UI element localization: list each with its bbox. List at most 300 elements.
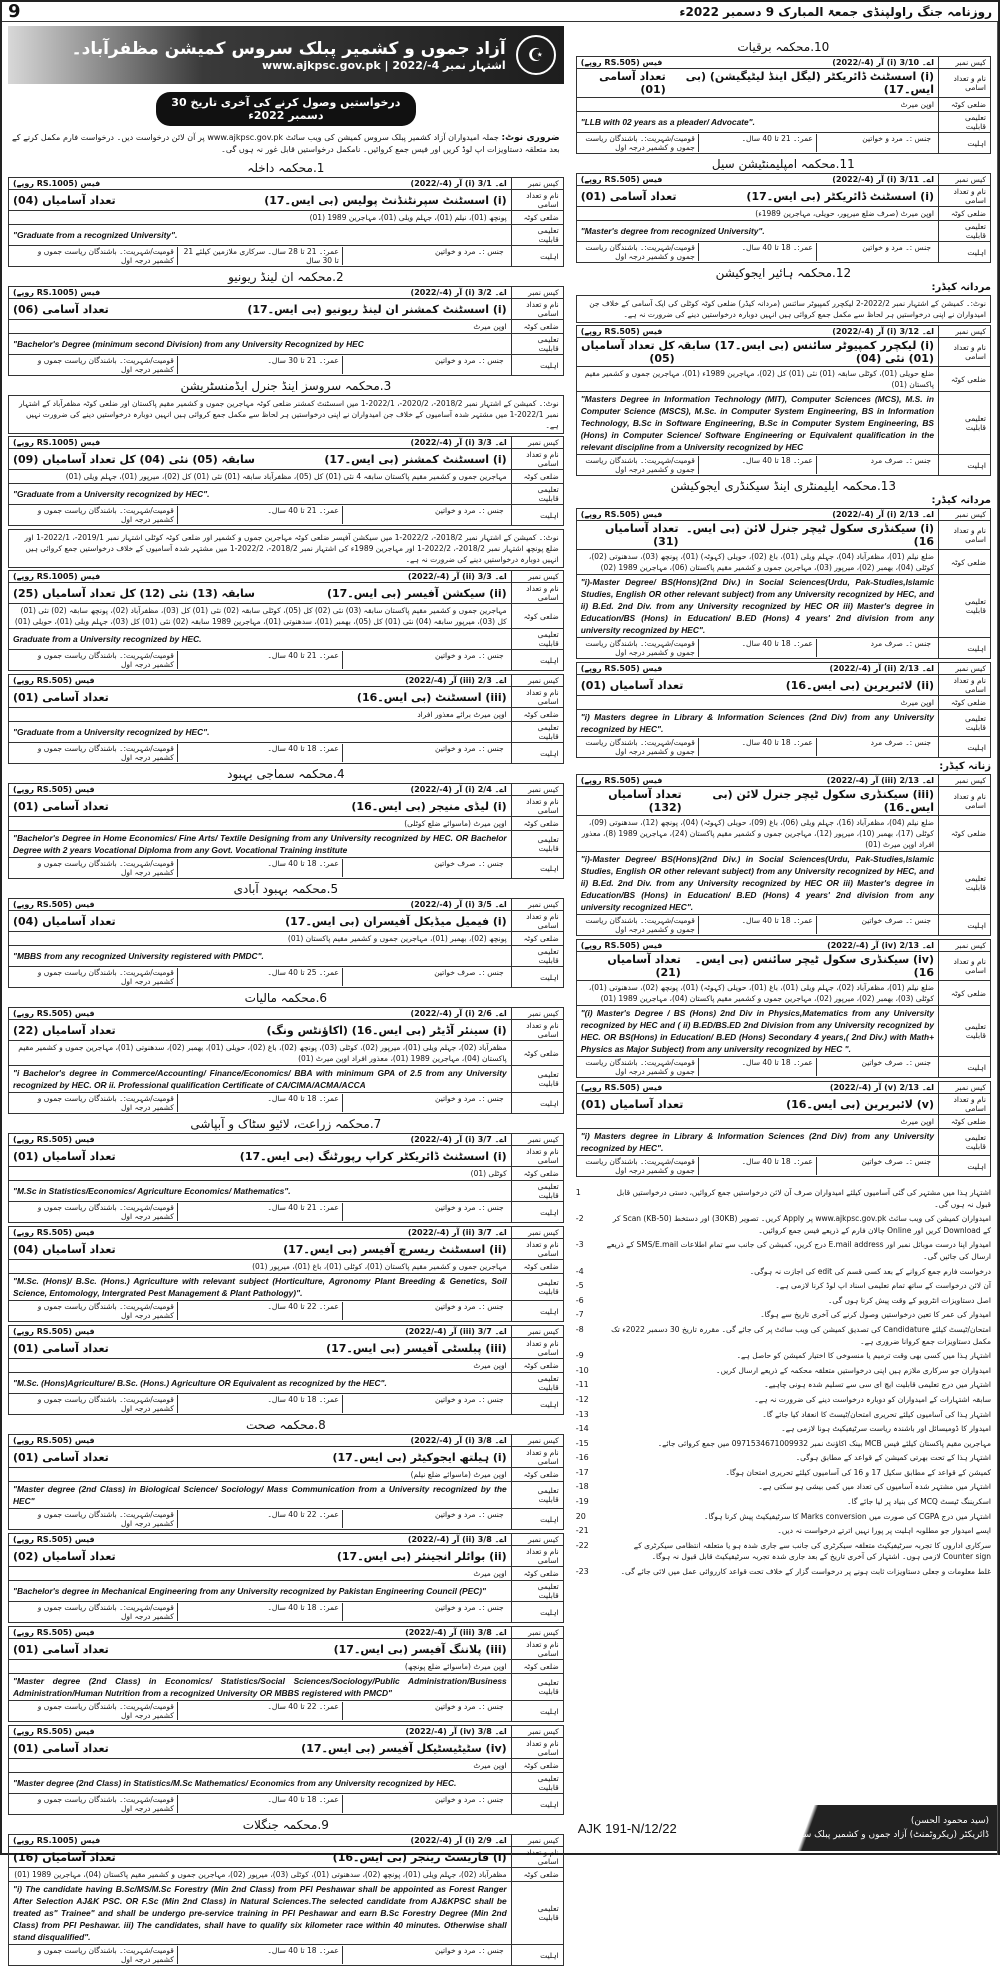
row-label: تعلیمی قابلیت — [939, 221, 991, 242]
gender-value: مرد و خواتین — [434, 1510, 476, 1519]
row-value — [9, 1835, 512, 1847]
job-row-quota — [9, 1567, 564, 1581]
row-value — [9, 211, 512, 225]
gender-label: جنس :۔ — [477, 744, 504, 753]
row-value — [576, 392, 938, 455]
instruction-number: -9 — [575, 1351, 584, 1361]
job-table — [576, 662, 991, 758]
job-row-name — [576, 338, 990, 367]
gender — [816, 916, 934, 934]
row-label: اہلیت — [511, 1301, 563, 1322]
row-value — [9, 1274, 512, 1301]
gender — [342, 1094, 507, 1112]
job-row-qualification — [9, 1773, 564, 1794]
eligibility-row — [13, 1302, 507, 1320]
domicile: قومیت/شہریت:۔ باشندگان ریاست جموں و کشمیر درجہ اول — [37, 356, 174, 374]
row-value — [9, 1701, 512, 1722]
age — [698, 1058, 816, 1076]
row-value — [576, 98, 938, 112]
job-row-qualification — [9, 484, 564, 505]
instruction-number: -19 — [575, 1497, 589, 1507]
row-value — [9, 1660, 512, 1674]
district-quota: اوپن میرٹ — [473, 322, 507, 331]
row-value — [576, 787, 938, 816]
job-row-case — [576, 509, 990, 521]
gender — [342, 1395, 507, 1413]
row-value — [9, 796, 512, 817]
instruction-number: -3 — [575, 1240, 584, 1250]
domicile: قومیت/شہریت:۔ باشندگان ریاست جموں و کشمیر درجہ اول — [37, 1094, 174, 1112]
job-row-eligibility — [9, 505, 564, 526]
age-label: عمر:۔ — [318, 1395, 339, 1404]
row-value — [576, 112, 938, 133]
instruction-item — [576, 1239, 991, 1262]
row-label: کیس نمبر — [939, 940, 991, 952]
row-label: اہلیت — [511, 355, 563, 376]
job-row-eligibility — [9, 1945, 564, 1966]
age — [698, 1157, 816, 1175]
gender — [342, 356, 507, 374]
job-row-eligibility — [9, 1794, 564, 1815]
fee: فیس (RS.505 روپے) — [580, 1083, 663, 1092]
fee: فیس (RS.505 روپے) — [580, 510, 663, 519]
row-label: اہلیت — [511, 1794, 563, 1815]
instruction-text: اشتہار ہذا میں کسی بھی وقت ترمیم یا منسوخی کا اختیار کمیشن کو حاصل ہے۔ — [736, 1351, 991, 1361]
post-title: (i) اسسٹنٹ ڈائریکٹر (لیگل اینڈ لیٹیگیشن) (بی ایس۔17) — [685, 70, 934, 96]
row-label: کیس نمبر — [511, 1627, 563, 1639]
district-quota: اوپن میرٹ (صرف ضلع میرپور، حویلی، مہاجرین 1989ء) — [755, 209, 934, 218]
row-label: ضلعی کوٹہ — [939, 696, 991, 710]
job-row-name — [576, 675, 990, 696]
row-value — [576, 1115, 938, 1129]
row-label: ضلعی کوٹہ — [511, 1567, 563, 1581]
row-value — [9, 650, 512, 671]
post-count: تعداد آسامی (01) — [13, 1642, 109, 1656]
post-title: (ii) سیکشن آفیسر (بی ایس۔17) — [326, 586, 507, 600]
job-row-qualification — [9, 225, 564, 246]
job-row-eligibility — [9, 650, 564, 671]
job-table — [576, 939, 991, 1078]
gender-label: جنس :۔ — [477, 1702, 504, 1711]
case-row — [13, 1009, 507, 1018]
row-label: تعلیمی قابلیت — [511, 1674, 563, 1701]
age-label: عمر:۔ — [318, 859, 339, 868]
job-row-name — [9, 911, 564, 932]
row-value — [9, 1509, 512, 1530]
job-row-eligibility — [576, 915, 990, 936]
department-heading: 4.محکمہ سماجی بہبود — [227, 767, 345, 781]
gender-value: مرد و خواتین — [434, 1702, 476, 1711]
post-count: تعداد آسامیاں (04) — [13, 193, 116, 207]
post-count: تعداد آسامی (01) — [13, 1741, 109, 1755]
district-quota: پونچھ (01)، نیلم (01)، جہلم ویلی (01)، مہاجرین 1989 (01) — [309, 213, 507, 222]
eligibility-row — [13, 1702, 507, 1720]
row-value — [576, 509, 938, 521]
district-quota: ضلع نیلم (01)، مظفرآباد (02)، جہلم ویلی (01)، باغ (01)، حویلی (کہوٹہ) (01)، پونچھ (02)، سدھنوتی (01)، کوٹلی (03)، بھمبر (02)، میرپور (02)، مہاجرین جموں و کشمیر مقیم پاکستان (04)، مہاجرین 1989 (01) — [588, 983, 934, 1003]
job-row-case — [9, 1835, 564, 1847]
gender-label: جنس :۔ — [905, 738, 931, 747]
row-label: نام و تعداد اسامی — [511, 1738, 563, 1759]
job-row-qualification — [576, 575, 990, 638]
row-value — [576, 326, 938, 338]
row-label: نام و تعداد اسامی — [939, 186, 991, 207]
post-title: (i) ہیلتھ ایجوکیٹر (بی ایس۔17) — [332, 1450, 507, 1464]
row-value — [576, 1156, 938, 1177]
post-title-row — [13, 1451, 507, 1464]
row-label: اہلیت — [511, 505, 563, 526]
age-label: عمر:۔ — [793, 243, 813, 252]
instruction-text: امیدوار اپنا درست موبائل نمبر اور E.mail address درج کریں، کمیشن کی جانب سے تمام اطلاعات SMS/E.mail کے ذریعے ارسال کی جائیں گی۔ — [606, 1240, 991, 1261]
case-number: اے۔ 3/5 (i) آر (4-/2022) — [410, 900, 507, 909]
job-row-case — [9, 1227, 564, 1239]
job-table — [576, 325, 991, 476]
age — [177, 859, 342, 877]
deadline-badge: درخواستیں وصول کرنے کی آخری تاریخ 30 دسمبر 2022ء — [156, 92, 416, 126]
row-label: اہلیت — [511, 650, 563, 671]
job-row-qualification — [576, 392, 990, 455]
gender-label: جنس :۔ — [477, 356, 504, 365]
row-value — [9, 911, 512, 932]
row-label: کیس نمبر — [939, 174, 991, 186]
post-count: تعداد آسامی (01) — [13, 1450, 109, 1464]
case-number: اے۔ 3/12 (i) آر (4-/2022) — [832, 327, 934, 336]
row-label: ضلعی کوٹہ — [511, 1759, 563, 1773]
job-row-eligibility — [576, 737, 990, 758]
post-title: (i) فاریسٹ رینجر (بی ایس۔16) — [332, 1850, 507, 1864]
domicile: قومیت/شہریت:۔ باشندگان ریاست جموں و کشمیر درجہ اول — [585, 1058, 695, 1076]
row-value — [576, 638, 938, 659]
row-value — [576, 915, 938, 936]
age — [177, 1510, 342, 1528]
eligibility-row — [581, 134, 934, 152]
row-label: ضلعی کوٹہ — [511, 1359, 563, 1373]
row-value — [576, 367, 938, 392]
age — [177, 1946, 342, 1964]
qualification: "Bachelor's degree in Mechanical Engineering from any University recognized by Pakistan Engineering Council (PEC)" — [13, 1586, 486, 1596]
row-label: تعلیمی قابلیت — [511, 946, 563, 967]
instruction-item — [576, 1350, 991, 1362]
job-table — [8, 1626, 564, 1722]
job-table — [8, 1533, 564, 1623]
job-row-eligibility — [9, 1701, 564, 1722]
post-count: تعداد آسامی (06) — [13, 302, 109, 316]
job-row-case — [576, 940, 990, 952]
age — [698, 916, 816, 934]
eligibility-row — [13, 1094, 507, 1112]
job-row-case — [9, 899, 564, 911]
job-row-name — [9, 1546, 564, 1567]
row-value — [576, 338, 938, 367]
qualification: "M.Sc. (Hons)/ B.Sc. (Hons.) Agriculture with relevant subject (Horticulture, Agronomy Plant Breeding & Genetics, Soil Science, Entomology, Intergrated Pest Management & Plant Pathology)". — [13, 1276, 507, 1298]
fee: فیس (RS.1005 روپے) — [13, 1836, 101, 1845]
job-table — [576, 774, 991, 936]
age-label: عمر:۔ — [318, 356, 339, 365]
job-row-name — [9, 1146, 564, 1167]
age — [177, 1603, 342, 1621]
row-label: کیس نمبر — [939, 1082, 991, 1094]
fee: فیس (RS.1005 روپے) — [13, 438, 101, 447]
eligibility-row — [13, 247, 507, 265]
post-title-row — [13, 1024, 507, 1037]
row-value — [9, 722, 512, 743]
gender-value: مرد و خواتین — [434, 1302, 476, 1311]
job-row-name — [9, 687, 564, 708]
job-table — [8, 898, 564, 988]
gender — [342, 1702, 507, 1720]
qualification: "MBBS from any recognized University registered with PMDC". — [13, 951, 264, 961]
job-row-eligibility — [9, 1202, 564, 1223]
district-quota: اوپن میرٹ (ماسوائے ضلع کوٹلی) — [404, 819, 507, 828]
district-quota: مظفرآباد (02)، جہلم ویلی (01)، میرپور (02)، کوٹلی (03)، پونچھ (02)، باغ (02)، حویلی (01)، بھمبر (02)، سدھنوتی (01)، مہاجرین جموں و کشمیر مقیم پاکستان (04)، مہاجرین 1989 (01)، معذور افراد اوپن میرٹ (01) — [18, 1043, 507, 1063]
job-row-case — [9, 178, 564, 190]
row-label: نام و تعداد اسامی — [511, 583, 563, 604]
job-table — [8, 1226, 564, 1322]
instruction-item — [576, 1394, 991, 1406]
post-title-row — [13, 1643, 507, 1656]
case-number: اے۔ 2/9 (i) آر (4-/2022) — [410, 1836, 507, 1845]
job-row-case — [9, 1435, 564, 1447]
gender-value: صرف مرد — [870, 639, 903, 648]
row-value — [9, 1847, 512, 1868]
row-value — [9, 1202, 512, 1223]
row-value — [9, 287, 512, 299]
qualification: "i) Masters degree in Library & Information Sciences (2nd Div) from any University recognized by HEC". — [580, 712, 934, 734]
job-row-eligibility — [9, 1394, 564, 1415]
post-title-row — [581, 788, 934, 814]
post-title: (i) سینئر آڈیٹر (بی ایس۔16) (اکاؤنٹس ونگ) — [266, 1023, 507, 1037]
row-label: نام و تعداد اسامی — [939, 787, 991, 816]
gender — [342, 247, 507, 265]
row-label: کیس نمبر — [939, 326, 991, 338]
age-label: عمر:۔ — [793, 1157, 813, 1166]
qualification: "i Bachelor's degree in Commerce/Accounting/ Finance/Economics/ BBA with minimum GPA of 2.5 from any University recognized by HEC. OR ii. Professional qualification Certificate of CA/CIMA/ACMA/ACCA — [13, 1068, 507, 1090]
row-label: ضلعی کوٹہ — [511, 932, 563, 946]
instruction-number: -15 — [575, 1438, 589, 1448]
case-number: اے۔ 3/7 (iii) آر (4-/2022) — [405, 1327, 507, 1336]
job-table — [576, 173, 991, 263]
domicile: قومیت/شہریت:۔ باشندگان ریاست جموں و کشمیر درجہ اول — [37, 1946, 174, 1964]
post-count: تعداد آسامیاں (132) — [608, 788, 682, 814]
row-label: اہلیت — [939, 915, 991, 936]
case-number: اے۔ 2/13 (iv) آر (4-/2022) — [827, 941, 934, 950]
job-row-eligibility — [9, 858, 564, 879]
row-label: کیس نمبر — [511, 1726, 563, 1738]
age-label: عمر:۔ — [318, 744, 339, 753]
age-value: 18 تا 40 سال۔ — [267, 1395, 317, 1404]
gender-value: صرف خواتین — [434, 968, 476, 977]
job-row-name — [9, 449, 564, 470]
gender-value: مرد و خواتین — [434, 744, 476, 753]
row-label: اہلیت — [511, 1093, 563, 1114]
row-value — [576, 852, 938, 915]
row-value — [9, 1239, 512, 1260]
gender-value: مرد و خواتین — [434, 1795, 476, 1804]
job-row-name — [576, 787, 990, 816]
qualification: "i) Masters degree in Library & Information Sciences (2nd Div) from any University recognized by HEC". — [580, 1131, 934, 1153]
post-count: سابقہ (13) نئی (12) کل تعداد آسامیاں (25) — [13, 586, 255, 600]
age-value: 18 تا 40 سال۔ — [267, 744, 317, 753]
domicile: قومیت/شہریت:۔ باشندگان ریاست جموں و کشمیر درجہ اول — [585, 1157, 695, 1175]
row-value — [576, 1006, 938, 1057]
qualification: "M.Sc in Statistics/Economics/ Agriculture Economics/ Mathematics". — [13, 1186, 291, 1196]
row-value — [576, 737, 938, 758]
row-label: کیس نمبر — [511, 899, 563, 911]
row-value — [576, 675, 938, 696]
age-label: عمر:۔ — [318, 1946, 339, 1955]
instruction-item — [576, 1409, 991, 1421]
job-row-name — [576, 69, 990, 98]
job-row-name — [9, 1738, 564, 1759]
row-value — [576, 1057, 938, 1078]
row-label: اہلیت — [511, 1602, 563, 1623]
row-value — [9, 470, 512, 484]
instruction-item — [576, 1324, 991, 1347]
instruction-text: ایسے امیدوار جو مطلوبہ اہلیت پر پورا نہیں اترتے درخواست نہ دیں۔ — [777, 1526, 991, 1536]
instruction-item — [576, 1266, 991, 1278]
instruction-text: امیدواران کمیشن کی ویب سائٹ www.ajkpsc.gov.pk پر Apply کریں۔ تصویر (30KB) اور دستخط (50-KB) Scan کر کے Download کریں اور Online چالان فارم کے ذریعے فیس جمع کروائیں۔ — [612, 1214, 991, 1235]
post-title: (i) لیڈی منیجر (بی ایس۔16) — [351, 799, 507, 813]
age-value: 18 تا 40 سال۔ — [267, 1946, 317, 1955]
fee: فیس (RS.1005 روپے) — [13, 572, 101, 581]
job-row-qualification — [9, 629, 564, 650]
row-label: تعلیمی قابلیت — [939, 112, 991, 133]
post-title: (i) اسسٹنٹ ڈائریکٹر کراپ رپورٹنگ (بی ایس۔17) — [239, 1149, 507, 1163]
row-value — [9, 743, 512, 764]
post-title-row — [13, 691, 507, 704]
age-value: 18 تا 40 سال۔ — [741, 738, 791, 747]
row-label: ضلعی کوٹہ — [511, 1660, 563, 1674]
instructions-list — [576, 1187, 991, 1578]
qualification: "LLB with 02 years as a pleader/ Advocate". — [580, 117, 755, 127]
row-label: اہلیت — [511, 1202, 563, 1223]
job-row-eligibility — [576, 638, 990, 659]
post-title: (i) فیمیل میڈیکل آفیسران (بی ایس۔17) — [285, 914, 507, 928]
post-count: تعداد آسامیاں (02) — [13, 1549, 116, 1563]
row-label: کیس نمبر — [511, 1835, 563, 1847]
case-row — [581, 1083, 934, 1092]
gender-value: مرد و خواتین — [434, 247, 476, 256]
job-row-case — [9, 1134, 564, 1146]
eligibility-row — [581, 1058, 934, 1076]
row-label: تعلیمی قابلیت — [939, 852, 991, 915]
job-row-qualification — [9, 1181, 564, 1202]
gender — [816, 456, 934, 474]
age-label: عمر:۔ — [318, 1094, 339, 1103]
job-row-quota — [9, 1868, 564, 1882]
job-row-case — [9, 571, 564, 583]
row-label: تعلیمی قابلیت — [511, 225, 563, 246]
age-value: 21 تا 40 سال۔ — [741, 134, 791, 143]
signatory-name: (سید محمود الحسن) — [910, 1816, 989, 1826]
job-row-qualification — [9, 1066, 564, 1093]
fee: فیس (RS.505 روپے) — [580, 776, 663, 785]
row-value — [9, 946, 512, 967]
age — [698, 738, 816, 756]
post-title-row — [13, 303, 507, 316]
job-table — [8, 1725, 564, 1815]
job-row-eligibility — [9, 967, 564, 988]
case-row — [13, 676, 507, 685]
age — [698, 134, 816, 152]
row-label: نام و تعداد اسامی — [511, 190, 563, 211]
instruction-number: -13 — [575, 1409, 589, 1419]
job-row-case — [576, 775, 990, 787]
row-label: ضلعی کوٹہ — [939, 550, 991, 575]
age-value: 22 تا 40 سال۔ — [267, 1510, 317, 1519]
fee: فیس (RS.505 روپے) — [13, 1535, 95, 1544]
row-label: کیس نمبر — [939, 509, 991, 521]
row-value — [9, 629, 512, 650]
age-value: 21 تا 40 سال۔ — [267, 651, 317, 660]
row-label: نام و تعداد اسامی — [511, 687, 563, 708]
job-row-quota — [576, 1115, 990, 1129]
row-value — [576, 550, 938, 575]
instruction-number: -8 — [575, 1324, 584, 1334]
gender-label: جنس :۔ — [477, 1094, 504, 1103]
fee: فیس (RS.505 روپے) — [13, 1228, 95, 1237]
job-row-name — [576, 521, 990, 550]
job-row-case — [576, 174, 990, 186]
row-label: ضلعی کوٹہ — [511, 708, 563, 722]
case-number: اے۔ 2/3 (iii) آر (4-/2022) — [405, 676, 507, 685]
age-label: عمر:۔ — [318, 968, 339, 977]
gender — [342, 651, 507, 669]
row-value — [9, 1093, 512, 1114]
department-heading: 9.محکمہ جنگلات — [242, 1818, 329, 1832]
job-table — [8, 783, 564, 879]
age-label: عمر:۔ — [318, 506, 339, 515]
instruction-number: -23 — [575, 1567, 589, 1577]
row-label: کیس نمبر — [939, 57, 991, 69]
row-label: تعلیمی قابلیت — [511, 1482, 563, 1509]
instruction-text: امیدوار کا ڈومیسائل اور باشندہ ریاست سرٹیفیکیٹ ہونا لازمی ہے۔ — [781, 1424, 991, 1434]
row-value — [9, 1394, 512, 1415]
case-row — [581, 175, 934, 184]
row-label: نام و تعداد اسامی — [511, 1546, 563, 1567]
job-row-quota — [576, 367, 990, 392]
case-number: اے۔ 3/3 (i) آر (4-/2022) — [410, 438, 507, 447]
domicile: قومیت/شہریت:۔ باشندگان ریاست جموں و کشمیر درجہ اول — [37, 1603, 174, 1621]
department-heading: 7.محکمہ زراعت، لائیو سٹاک و آبپاشی — [190, 1117, 382, 1131]
eligibility-row — [581, 639, 934, 657]
instruction-number: -12 — [575, 1394, 589, 1404]
row-value — [9, 1581, 512, 1602]
age-label: عمر:۔ — [793, 456, 813, 465]
qualification: "Masters Degree in Information Technology (MIT), Computer Sciences (MCS), M.S. in Computer Science (MSCS), M.Sc. in Computer System Engineering, BS in Information Technology, B.Sc in Software Engineering, B.Sc in Computer System Engineering, BS (Hons) in Computer Science/ Software Engineering or Equivalent qualification in the relevant discipline from a University recognized by HEC — [580, 394, 934, 452]
row-label: کیس نمبر — [511, 1435, 563, 1447]
row-label: کیس نمبر — [511, 437, 563, 449]
row-label: اہلیت — [511, 1394, 563, 1415]
case-number: اے۔ 3/1 (i) آر (4-/2022) — [410, 179, 507, 188]
post-title: (ii) اسسٹنٹ ریسرچ آفیسر (بی ایس۔17) — [283, 1242, 507, 1256]
row-value — [576, 710, 938, 737]
website-link[interactable]: www.ajkpsc.gov.pk — [261, 59, 381, 72]
row-label: کیس نمبر — [939, 663, 991, 675]
case-number: اے۔ 2/13 (ii) آر (4-/2022) — [829, 664, 934, 673]
row-value — [9, 190, 512, 211]
job-row-qualification — [576, 112, 990, 133]
job-row-eligibility — [9, 355, 564, 376]
case-row — [13, 1228, 507, 1237]
row-value — [9, 784, 512, 796]
row-label: تعلیمی قابلیت — [939, 1006, 991, 1057]
gender-label: جنس :۔ — [477, 247, 504, 256]
row-label: تعلیمی قابلیت — [939, 392, 991, 455]
fee: فیس (RS.505 روپے) — [13, 1727, 95, 1736]
case-number: اے۔ 3/8 (iv) آر (4-/2022) — [405, 1727, 507, 1736]
row-value — [9, 355, 512, 376]
gender-value: صرف مرد — [870, 456, 903, 465]
